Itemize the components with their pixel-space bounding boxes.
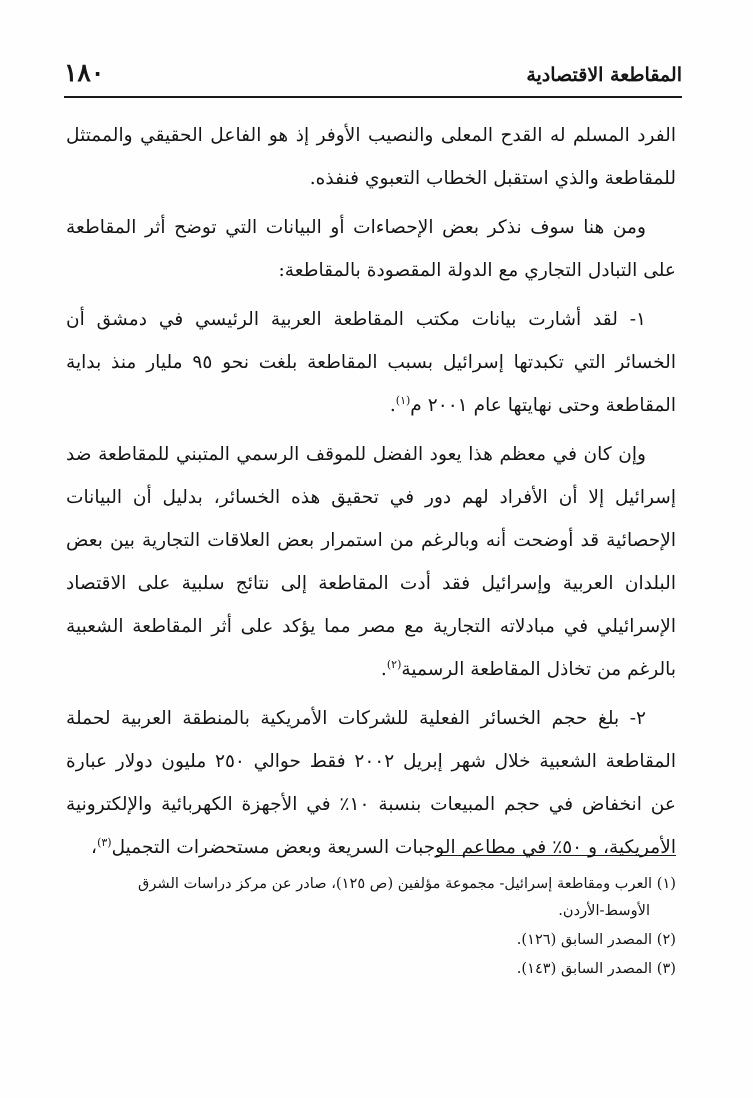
footnote-2: (٢) المصدر السابق (١٢٦). [516,931,676,948]
paragraph-statistics-intro: ومن هنا سوف نذكر بعض الإحصاءات أو البيانات التي توضح أثر المقاطعة على التبادل التجاري مع الدولة المقصودة بالمقاطعة: [66,217,676,281]
footnote-3: (٣) المصدر السابق (١٤٣). [516,960,676,977]
paragraph-point-2: ٢- بلغ حجم الخسائر الفعلية للشركات الأمريكية بالمنطقة العربية لحملة المقاطعة الشعبية خلال شهر إبريل ٢٠٠٢ فقط حوالي ٢٥٠ مليون دولار عبارة عن انخفاض في حجم المبيعات بنسبة ١٠٪ في الأجهزة الكهربائية والإلكترونية الأمريكية، و ٥٠٪ في مطاعم الوجبات السريعة وبعض مستحضرات التجميل$^{(٣)}$، [66,708,676,858]
footnote-divider [436,855,676,856]
paragraph-intro: الفرد المسلم له القدح المعلى والنصيب الأوفر إذ هو الفاعل الحقيقي والممتثل للمقاطعة والذي استقبل الخطاب التعبوي فنفذه. [66,125,676,189]
body-text [66,114,676,875]
footnote-1: (١) العرب ومقاطعة إسرائيل- مجموعة مؤلفين (ص ١٢٥)، صادر عن مركز دراسات الشرق الأوسط-الأردن. [138,875,676,919]
paragraph-point-1: ١- لقد أشارت بيانات مكتب المقاطعة العربية الرئيسي في دمشق أن الخسائر التي تكبدتها إسرائيل بسبب المقاطعة بلغت نحو ٩٥ مليار منذ بداية المقاطعة وحتى نهايتها عام ٢٠٠١ م$^{(١)}$. [66,309,676,416]
footnote-ref-2: (٢) [386,657,402,671]
paragraph-popular-boycott: وإن كان في معظم هذا يعود الفضل للموقف الرسمي المتبني للمقاطعة ضد إسرائيل إلا أن الأفراد لهم دور في تحقيق هذه الخسائر، بدليل أن البيانات الإحصائية قد أوضحت أنه وبالرغم من استمرار بعض العلاقات التجارية بين بعض البلدان العربية وإسرائيل فقد أدت المقاطعة إلى نتائج سلبية على الاقتصاد الإسرائيلي في مبادلاته التجارية مع مصر مما يؤكد على أثر المقاطعة الشعبية بالرغم من تخاذل المقاطعة الرسمية$^{(٢)}$. [66,444,676,680]
footnote-ref-3: (٣) [97,835,112,849]
footnote-ref-1: (١) [395,393,411,407]
running-title: المقاطعة الاقتصادية [526,64,682,86]
footnotes [66,870,676,984]
page-number: ١٨٠ [64,58,105,87]
page-header [64,56,682,98]
